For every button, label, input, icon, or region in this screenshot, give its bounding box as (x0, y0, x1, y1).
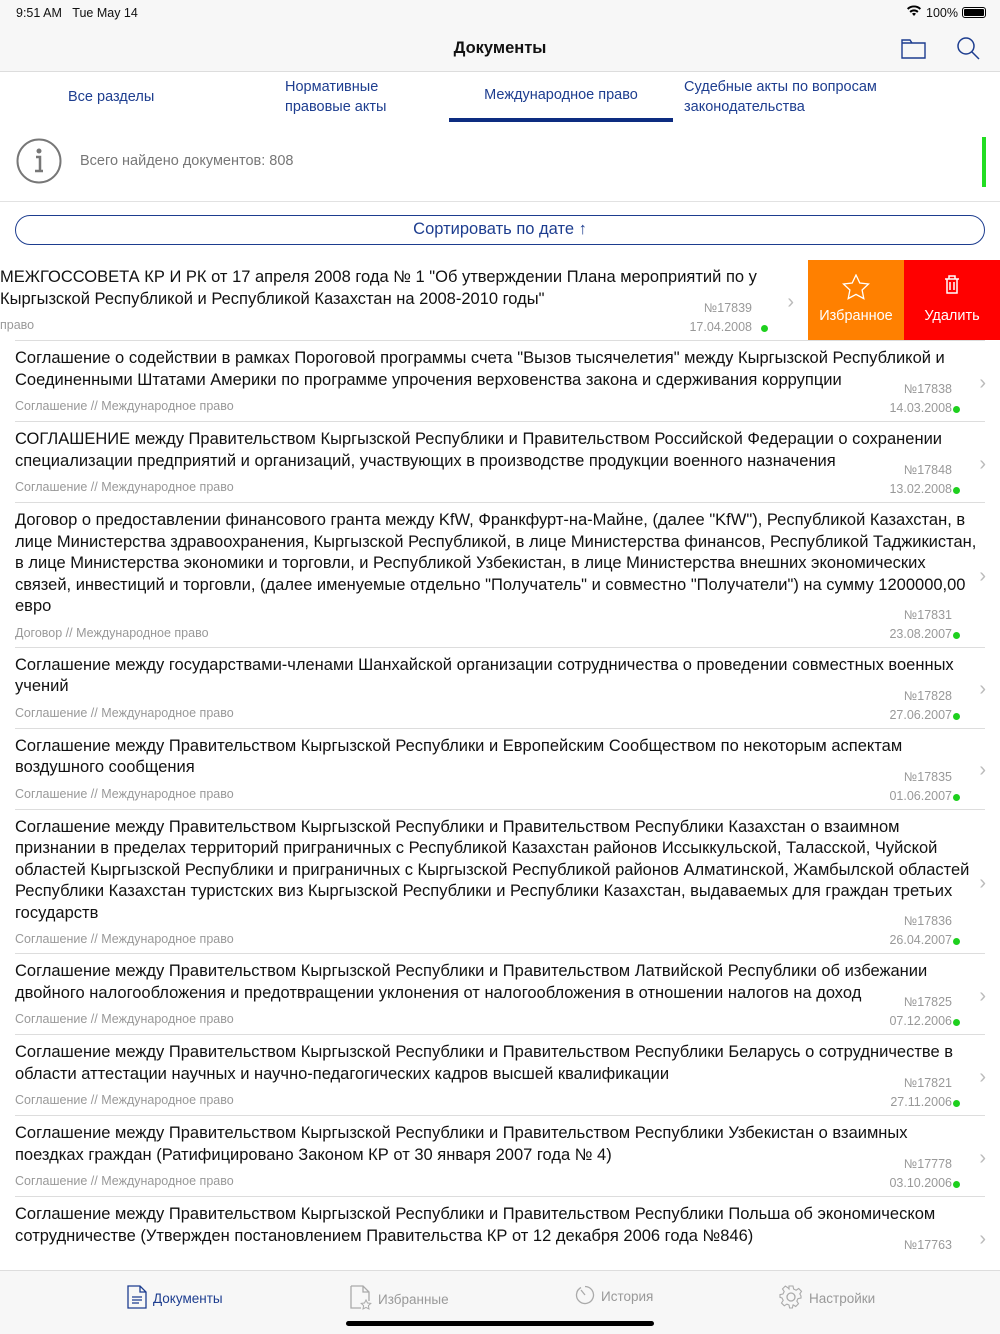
status-dot (953, 487, 960, 494)
document-row[interactable] (0, 503, 1000, 648)
document-number: №17825 (903, 995, 952, 1009)
document-number: №17763 (903, 1238, 952, 1252)
status-dot (953, 632, 960, 639)
document-title: Соглашение между государствами-членами Шанхайской организации сотрудничества о проведении совместных военных учений (15, 655, 954, 695)
document-title: СОГЛАШЕНИЕ между Правительством Кыргызской Республики и Правительством Российской Федерации о сохранении специализации предприятий и организаций, участвующих в производстве продукции военного назначения (15, 430, 942, 470)
document-number: №17838 (903, 382, 952, 396)
status-dot (953, 938, 960, 945)
document-category: Соглашение // Международное право (15, 932, 234, 946)
delete-label: Удалить (924, 308, 980, 324)
document-number: №17836 (903, 914, 952, 928)
status-dot (953, 713, 960, 720)
document-category (15, 1247, 900, 1270)
chevron-right-icon: › (979, 678, 986, 700)
document-row[interactable] (0, 341, 1000, 422)
status-indicator (982, 137, 986, 187)
document-row[interactable] (0, 1197, 1000, 1270)
chevron-right-icon: › (979, 1065, 986, 1088)
tabbar-history[interactable] (575, 1285, 653, 1308)
document-date: 01.06.2007 (889, 788, 952, 803)
document-title: Соглашение между Правительством Кыргызской Республики и Правительством Республики Казахстан о взаимном признании в пределах территорий приграничных с Республикой Казахстан районов Иссыккульской, Таласской, Чуйской областей Кыргызской Республики и приграничных с Кыргызской Республикой районов Алматинской, Жамбылской областей Республики Казахстан туристских виз Кыргызской Республики и Республики Казахстан, выдаваемых для граждан третьих государств (15, 817, 970, 922)
document-date: 07.12.2006 (889, 1014, 952, 1028)
document-date: 03.10.2006 (889, 1176, 952, 1190)
tabbar-settings[interactable] (779, 1285, 875, 1312)
battery-icon (962, 7, 986, 18)
document-number: №17778 (903, 1157, 952, 1171)
star-icon (808, 274, 904, 304)
document-date: 13.02.2008 (889, 482, 952, 496)
tab-judicial-acts[interactable]: Судебные акты по вопросам законодательства (684, 79, 877, 115)
tabbar-favorites[interactable] (350, 1285, 449, 1314)
chevron-right-icon: › (979, 565, 986, 588)
document-number: №17831 (903, 607, 952, 622)
tabbar-favorites-label: Избранные (378, 1292, 449, 1307)
status-dot (761, 325, 768, 332)
document-row[interactable] (0, 810, 1000, 955)
document-title: Соглашение между Правительством Кыргызской Республики и Правительством Латвийской Республики об избежании двойного налогообложения и предотвращении уклонения от налогообложения в отношении налогов на доход (15, 962, 928, 1002)
search-icon[interactable] (955, 36, 981, 67)
tab-normative-acts[interactable]: Нормативные правовые акты (285, 79, 387, 115)
tabbar-documents[interactable] (127, 1285, 223, 1312)
home-indicator[interactable] (346, 1321, 654, 1326)
document-category: Соглашение // Международное право (15, 399, 234, 413)
chevron-right-icon: › (979, 871, 986, 894)
document-row[interactable] (0, 1116, 1000, 1197)
favorite-document-icon (350, 1285, 372, 1314)
trash-icon (904, 274, 1000, 300)
document-date: 14.03.2008 (889, 401, 952, 415)
document-category: Соглашение // Международное право (15, 705, 234, 720)
status-dot (953, 1181, 960, 1188)
document-category: Соглашение // Международное право (15, 1012, 234, 1026)
favorite-label: Избранное (819, 308, 893, 324)
documents-count: Всего найдено документов: 808 (80, 153, 294, 169)
status-dot (953, 794, 960, 801)
document-title: Соглашение между Правительством Кыргызской Республики и Правительством Республики Беларусь о сотрудничестве в области аттестации научных и научно-педагогических кадров высшей квалификации (15, 1043, 954, 1083)
chevron-right-icon: › (979, 984, 986, 1007)
chevron-right-icon: › (979, 759, 986, 781)
document-category: Соглашение // Международное право (15, 480, 234, 494)
status-bar (0, 0, 1000, 26)
document-number: №17839 (703, 301, 752, 315)
document-title: Соглашение между Правительством Кыргызской Республики и Правительством Республики Польша об экономическом сотрудничестве (Утвержден постановлением Правительства КР от 12 декабря 2006 года №846) (15, 1205, 936, 1245)
document-title: Соглашение о содействии в рамках Пороговой программы счета "Вызов тысячелетия" между Кыргызской Республикой и Соединенными Штатами Америки по программе упрочения верховенства закона и сдерживания коррупции (15, 349, 945, 389)
tabbar-documents-label: Документы (153, 1291, 223, 1306)
folder-icon[interactable] (900, 36, 928, 65)
navigation-bar (0, 26, 1000, 72)
delete-button[interactable] (904, 260, 1000, 340)
chevron-right-icon: › (979, 371, 986, 394)
status-dot (953, 1019, 960, 1026)
document-number: №17828 (903, 688, 952, 703)
document-number: №17821 (903, 1076, 952, 1090)
document-icon (127, 1285, 147, 1312)
chevron-right-icon: › (979, 452, 986, 475)
info-panel (0, 122, 1000, 202)
document-title: Соглашение между Правительством Кыргызской Республики и Правительством Республики Узбекистан о взаимных поездках граждан (Ратифицировано Законом КР от 30 января 2007 года № 4) (15, 1124, 908, 1164)
document-row[interactable] (0, 260, 1000, 341)
tab-international-law[interactable]: Международное право (449, 72, 673, 122)
document-date: 23.08.2007 (889, 626, 952, 641)
tab-bar (0, 1270, 1000, 1334)
document-category: Соглашение // Международное право (15, 786, 234, 801)
wifi-icon (906, 5, 922, 20)
status-dot (953, 1100, 960, 1107)
battery-percent: 100% (926, 5, 958, 20)
chevron-right-icon: › (979, 1227, 986, 1250)
page-title: Документы (453, 39, 547, 57)
status-date: Tue May 14 (72, 6, 138, 20)
document-number: №17835 (903, 769, 952, 784)
status-dot (953, 406, 960, 413)
favorite-button[interactable] (808, 260, 904, 340)
tabbar-settings-label: Настройки (809, 1291, 876, 1306)
document-date: 27.11.2006 (890, 1095, 952, 1109)
document-row[interactable] (0, 954, 1000, 1035)
chevron-right-icon: › (979, 1146, 986, 1169)
document-category: право (0, 318, 35, 332)
document-row[interactable] (0, 1035, 1000, 1116)
tabbar-history-label: История (601, 1289, 654, 1304)
document-row[interactable] (0, 648, 1000, 729)
document-row[interactable] (0, 422, 1000, 503)
document-category: Соглашение // Международное право (15, 1093, 234, 1107)
document-title: МЕЖГОССОВЕТА КР И РК от 17 апреля 2008 года № 1 "Об утверждении Плана мероприятий по у Кыргызской Республикой и Республикой Казахстан на 2008-2010 годы" (0, 268, 757, 308)
document-category: Соглашение // Международное право (15, 1174, 234, 1188)
documents-list[interactable] (0, 260, 1000, 1270)
document-date: 27.06.2007 (889, 707, 952, 722)
info-icon (16, 138, 62, 189)
chevron-right-icon: › (787, 290, 794, 313)
section-tabs (0, 72, 1000, 122)
document-title: Договор о предоставлении финансового гранта между KfW, Франкфурт-на-Майне, (далее "KfW"), Республикой Казахстан, в лице Министерства здравоохранения, Кыргызской Республикой, в лице Министерства финансов, Республикой Таджикистан, в лице Министерства экономики и торговли, и Республикой Узбекистан, в лице Министерства внешних экономических связей, инвестиций и торговли, (далее именуемые отдельно "Получатель" и совместно "Получатели") на сумму 1200000,00 евро (15, 511, 977, 615)
sort-by-date-button[interactable]: Сортировать по дате ↑ (15, 215, 985, 245)
document-row[interactable] (0, 729, 1000, 810)
status-time: 9:51 AM (16, 6, 62, 20)
tab-all-sections[interactable]: Все разделы (68, 89, 155, 105)
document-date: 17.04.2008 (689, 320, 752, 334)
document-number: №17848 (903, 463, 952, 477)
document-category: Договор // Международное право (15, 625, 209, 640)
document-date: 26.04.2007 (889, 933, 952, 947)
document-title: Соглашение между Правительством Кыргызской Республики и Европейским Сообществом по некоторым аспектам воздушного сообщения (15, 736, 903, 776)
gear-icon (779, 1285, 803, 1312)
history-icon (575, 1285, 595, 1308)
